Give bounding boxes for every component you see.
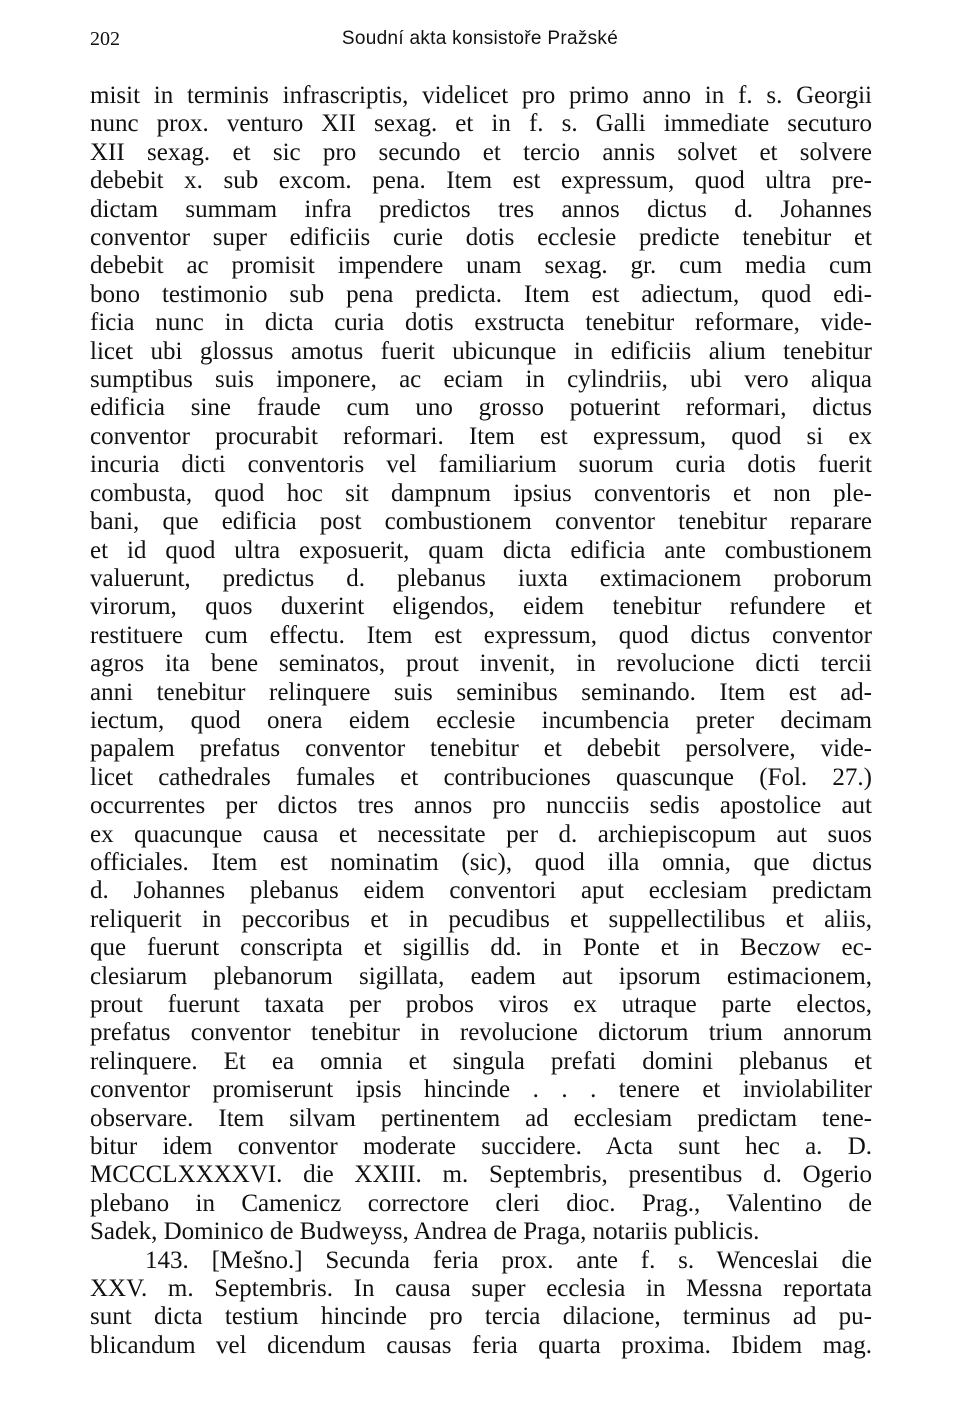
- running-head: [90, 28, 870, 58]
- text-line: plebano in Camenicz correctore cleri dioc. Prag., Valentino de: [90, 1189, 872, 1217]
- text-line: agros ita bene seminatos, prout invenit, in revolucione dicti tercii: [90, 650, 872, 678]
- entry-heading-line: 143. [Mešno.] Secunda feria prox. ante f. s. Wenceslai die: [145, 1246, 872, 1274]
- text-line: sumptibus suis imponere, ac eciam in cylindriis, ubi vero aliqua: [90, 366, 872, 394]
- text-line: bani, que edificia post combustionem conventor tenebitur reparare: [90, 508, 872, 536]
- text-line: Sadek, Dominico de Budweyss, Andrea de Praga, notariis publicis.: [90, 1218, 760, 1246]
- text-line: et id quod ultra exposuerit, quam dicta edificia ante combustionem: [90, 536, 872, 564]
- text-line: bono testimonio sub pena predicta. Item est adiectum, quod edi-: [90, 280, 872, 308]
- running-title: Soudní akta konsistoře Pražské: [341, 28, 619, 49]
- text-line: prefatus conventor tenebitur in revolucione dictorum trium annorum: [90, 1019, 872, 1047]
- page-number: 202: [90, 28, 120, 50]
- text-line: edificia sine fraude cum uno grosso potuerint reformari, dictus: [90, 394, 872, 422]
- text-line: papalem prefatus conventor tenebitur et debebit persolvere, vide-: [90, 735, 872, 763]
- text-line: iectum, quod onera eidem ecclesie incumbencia preter decimam: [90, 706, 872, 734]
- text-line: restituere cum effectu. Item est expressum, quod dictus conventor: [90, 621, 872, 649]
- text-line: dictam summam infra predictos tres annos dictus d. Johannes: [90, 195, 872, 223]
- text-line: que fuerunt conscripta et sigillis dd. in Ponte et in Beczow ec-: [90, 934, 872, 962]
- text-line: blicandum vel dicendum causas feria quarta proxima. Ibidem mag.: [90, 1331, 872, 1359]
- text-line: combusta, quod hoc sit dampnum ipsius conventoris et non ple-: [90, 479, 872, 507]
- text-line: licet cathedrales fumales et contribuciones quascunque (Fol. 27.): [90, 763, 872, 791]
- text-line: observare. Item silvam pertinentem ad ecclesiam predictam tene-: [90, 1104, 872, 1132]
- text-line: XII sexag. et sic pro secundo et tercio annis solvet et solvere: [90, 138, 872, 166]
- text-line: misit in terminis infrascriptis, videlicet pro primo anno in f. s. Georgii: [90, 82, 872, 109]
- text-line: XXV. m. Septembris. In causa super ecclesia in Messna reportata: [90, 1275, 872, 1303]
- text-line: ex quacunque causa et necessitate per d. archiepiscopum aut suos: [90, 820, 872, 848]
- text-line: nunc prox. venturo XII sexag. et in f. s. Galli immediate secuturo: [90, 110, 872, 138]
- text-line: d. Johannes plebanus eidem conventori aput ecclesiam predictam: [90, 877, 872, 905]
- text-line: sunt dicta testium hincinde pro tercia dilacione, terminus ad pu-: [90, 1303, 872, 1331]
- text-line: relinquere. Et ea omnia et singula prefati domini plebanus et: [90, 1047, 872, 1075]
- text-line: debebit ac promisit impendere unam sexag. gr. cum media cum: [90, 252, 872, 280]
- text-line: valuerunt, predictus d. plebanus iuxta extimacionem proborum: [90, 564, 872, 592]
- text-line: incuria dicti conventoris vel familiarium suorum curia dotis fuerit: [90, 451, 872, 479]
- text-line: debebit x. sub excom. pena. Item est expressum, quod ultra pre-: [90, 167, 872, 195]
- text-line: conventor promiserunt ipsis hincinde . . . tenere et inviolabiliter: [90, 1076, 872, 1104]
- text-line: conventor procurabit reformari. Item est expressum, quod si ex: [90, 422, 872, 450]
- text-line: anni tenebitur relinquere suis seminibus seminando. Item est ad-: [90, 678, 872, 706]
- text-line: prout fuerunt taxata per probos viros ex utraque parte electos,: [90, 991, 872, 1018]
- body-text: [90, 82, 872, 1360]
- text-line: virorum, quos duxerint eligendos, eidem tenebitur refundere et: [90, 593, 872, 621]
- text-line: clesiarum plebanorum sigillata, eadem aut ipsorum estimacionem,: [90, 962, 872, 990]
- text-line: licet ubi glossus amotus fuerit ubicunque in edificiis alium tenebitur: [90, 337, 872, 365]
- text-line: reliquerit in peccoribus et in pecudibus et suppellectilibus et aliis,: [90, 905, 872, 933]
- text-line: ficia nunc in dicta curia dotis exstructa tenebitur reformare, vide-: [90, 309, 872, 337]
- text-line: officiales. Item est nominatim (sic), quod illa omnia, que dictus: [90, 848, 872, 876]
- text-line: MCCCLXXXXVI. die XXIII. m. Septembris, presentibus d. Ogerio: [90, 1161, 872, 1189]
- text-line: occurrentes per dictos tres annos pro nuncciis sedis apostolice aut: [90, 792, 872, 820]
- text-line: bitur idem conventor moderate succidere. Acta sunt hec a. D.: [90, 1133, 872, 1161]
- text-line: conventor super edificiis curie dotis ecclesie predicte tenebitur et: [90, 224, 872, 252]
